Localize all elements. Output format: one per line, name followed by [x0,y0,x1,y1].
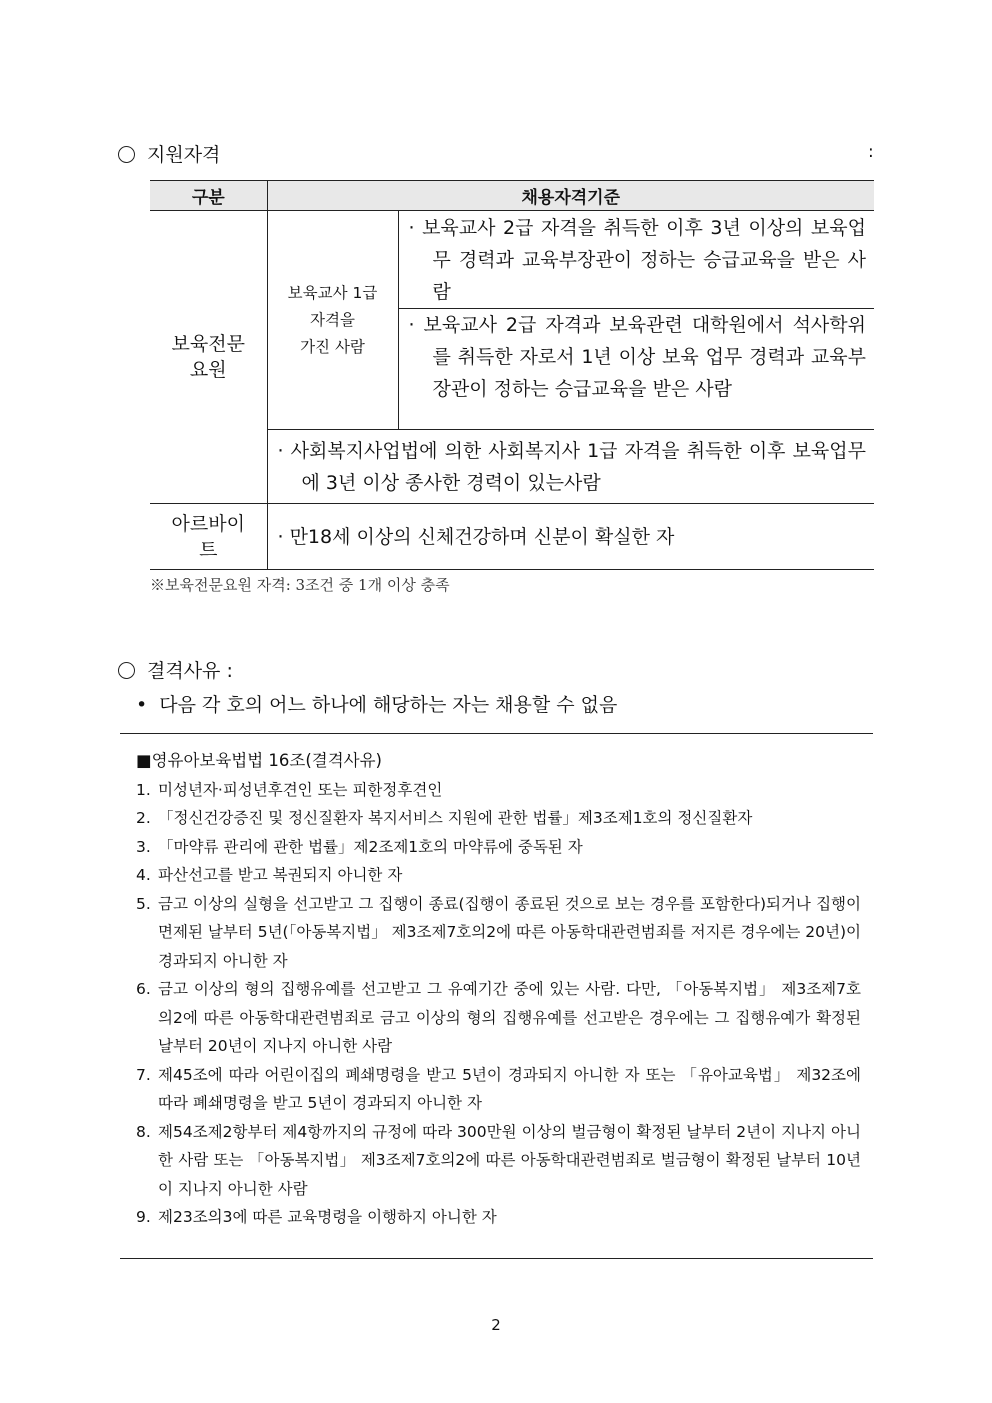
criteria-part-time: · 만18세 이상의 신체건강하며 신분이 확실한 자 [267,504,874,570]
list-item [136,1061,861,1118]
table-header-row [150,181,874,211]
category-childcare-expert: 보육전문 요원 [150,211,267,504]
section-qualification-colon: : [868,142,874,162]
list-item-text: 「마약류 관리에 관한 법률」제2조제1호의 마약류에 중독된 자 [158,837,583,856]
section-qualification-heading [118,140,220,167]
disqualification-summary-text: 다음 각 호의 어느 하나에 해당하는 자는 채용할 수 없음 [159,694,618,716]
circle-bullet-icon [118,662,135,679]
divider-top [120,733,873,734]
subcategory-level1-teacher: 보육교사 1급 자격을 가진 사람 [267,211,398,430]
list-item-text: 「정신건강증진 및 정신질환자 복지서비스 지원에 관한 법률」제3조제1호의 정신질환자 [158,809,753,827]
list-item-text: 금고 이상의 형의 집행유예를 선고받고 그 유예기간 중에 있는 사람. 다만, 「아동복지법」 제3조제7호의2에 따른 아동학대관련범죄로 금고 이상의 형의 집행유예를 선고받은 경우에는 그 집행유예가 확정된 날부터 20년이 지나지 아니한 사람 [158,980,861,1055]
list-item-number: 2. [136,809,151,827]
qualification-table [150,180,874,570]
list-item-number: 3. [136,837,151,856]
list-item-number: 1. [136,780,151,799]
list-item [136,890,861,976]
circle-bullet-icon [118,146,135,163]
list-item-text: 금고 이상의 실형을 선고받고 그 집행이 종료(집행이 종료된 것으로 보는 경우를 포함한다)되거나 집행이 면제된 날부터 5년(「아동복지법」 제3조제7호의2에 따른 아동학대관련범죄를 저지른 경우에는 20년)이 경과되지 아니한 자 [158,894,861,970]
list-item-number: 6. [136,980,151,998]
disqualification-summary [136,690,617,717]
header-criteria: 채용자격기준 [267,181,874,211]
law-item-list [136,776,861,1232]
table-row [150,504,874,570]
list-item [136,804,861,833]
criteria-item-3 [267,430,874,504]
section-disqualification-title: 결격사유 : [147,660,233,682]
list-item-text: 미성년자·피성년후견인 또는 피한정후견인 [158,780,443,799]
criteria-text-3: · 사회복지사업법에 의한 사회복지사 1급 자격을 취득한 이후 보육업무에 3년 이상 종사한 경력이 있는사람 [277,439,866,494]
page-number: 2 [491,1316,501,1334]
list-item [136,1203,861,1232]
section-disqualification-heading [118,656,233,683]
list-item-number: 5. [136,894,151,913]
table-row [150,211,874,309]
list-item-number: 9. [136,1208,151,1226]
list-item [136,861,861,890]
list-item-text: 제23조의3에 따른 교육명령을 이행하지 아니한 자 [158,1208,497,1226]
bullet-dot-icon: • [136,694,148,716]
list-item [136,975,861,1061]
criteria-item-1 [398,211,874,309]
divider-bottom [120,1258,873,1259]
list-item-text: 제54조제2항부터 제4항까지의 규정에 따라 300만원 이상의 벌금형이 확정된 날부터 2년이 지나지 아니한 사람 또는 「아동복지법」 제3조제7호의2에 따른 아동학대관련범죄로 벌금형이 확정된 날부터 10년이 지나지 아니한 사람 [158,1122,861,1198]
criteria-text-2: · 보육교사 2급 자격과 보육관련 대학원에서 석사학위를 취득한 자로서 1년 이상 보육 업무 경력과 교육부장관이 정하는 승급교육을 받은 사람 [408,314,866,400]
criteria-text-1: · 보육교사 2급 자격을 취득한 이후 3년 이상의 보육업무 경력과 교육부장관이 정하는 승급교육을 받은 사람 [408,217,866,303]
list-item [136,1118,861,1204]
list-item-number: 8. [136,1122,151,1141]
section-qualification-title: 지원자격 [147,144,221,166]
law-title: ■영유아보육법법 16조(결격사유) [136,751,382,770]
qualification-note: ※보육전문요원 자격: 3조건 중 1개 이상 충족 [150,576,450,594]
list-item-number: 4. [136,866,151,884]
criteria-item-2 [398,309,874,430]
list-item-text: 파산선고를 받고 복권되지 아니한 자 [158,866,403,884]
header-category: 구분 [150,181,267,211]
list-item [136,833,861,862]
category-part-time: 아르바이 트 [150,504,267,570]
law-excerpt [136,747,861,1232]
list-item [136,776,861,805]
list-item-text: 제45조에 따라 어린이집의 폐쇄명령을 받고 5년이 경과되지 아니한 자 또는 「유아교육법」 제32조에 따라 폐쇄명령을 받고 5년이 경과되지 아니한 자 [158,1065,861,1112]
list-item-number: 7. [136,1065,151,1084]
